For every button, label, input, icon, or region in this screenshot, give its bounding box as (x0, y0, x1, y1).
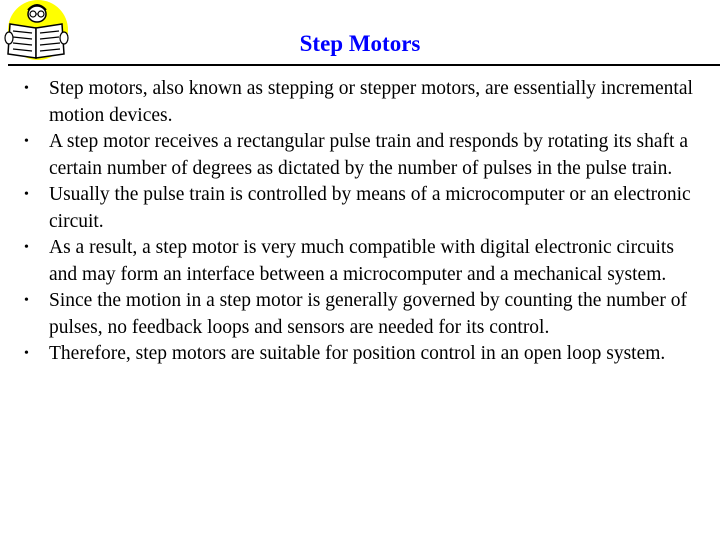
bullet-item (0, 235, 720, 288)
bullet-dot-icon: • (24, 187, 29, 202)
bullet-dot-icon: • (24, 81, 29, 96)
bullet-item (0, 182, 720, 235)
bullet-text: Step motors, also known as stepping or stepper motors, are essentially incremental motion devices. (49, 78, 693, 126)
bullet-text: Since the motion in a step motor is generally governed by counting the number of pulses, no feedback loops and sensors are needed for its control. (49, 290, 687, 338)
bullet-text: Therefore, step motors are suitable for position control in an open loop system. (49, 343, 666, 364)
bullet-item (0, 288, 720, 341)
bullet-text: A step motor receives a rectangular pulse train and responds by rotating its shaft a certain number of degrees as dictated by the number of pulses in the pulse train. (49, 131, 688, 179)
bullet-dot-icon: • (24, 240, 29, 255)
bullet-item (0, 76, 720, 129)
title-divider (8, 64, 720, 66)
bullet-dot-icon: • (24, 293, 29, 308)
bullet-dot-icon: • (24, 134, 29, 149)
bullet-item (0, 341, 720, 368)
bullet-text: Usually the pulse train is controlled by means of a microcomputer or an electronic circuit. (49, 184, 691, 232)
bullet-item (0, 129, 720, 182)
bullet-list (0, 76, 720, 368)
bullet-dot-icon: • (24, 346, 29, 361)
slide-title: Step Motors (299, 31, 421, 56)
bullet-text: As a result, a step motor is very much compatible with digital electronic circuits and may form an interface between a microcomputer and a mechanical system. (49, 237, 674, 285)
